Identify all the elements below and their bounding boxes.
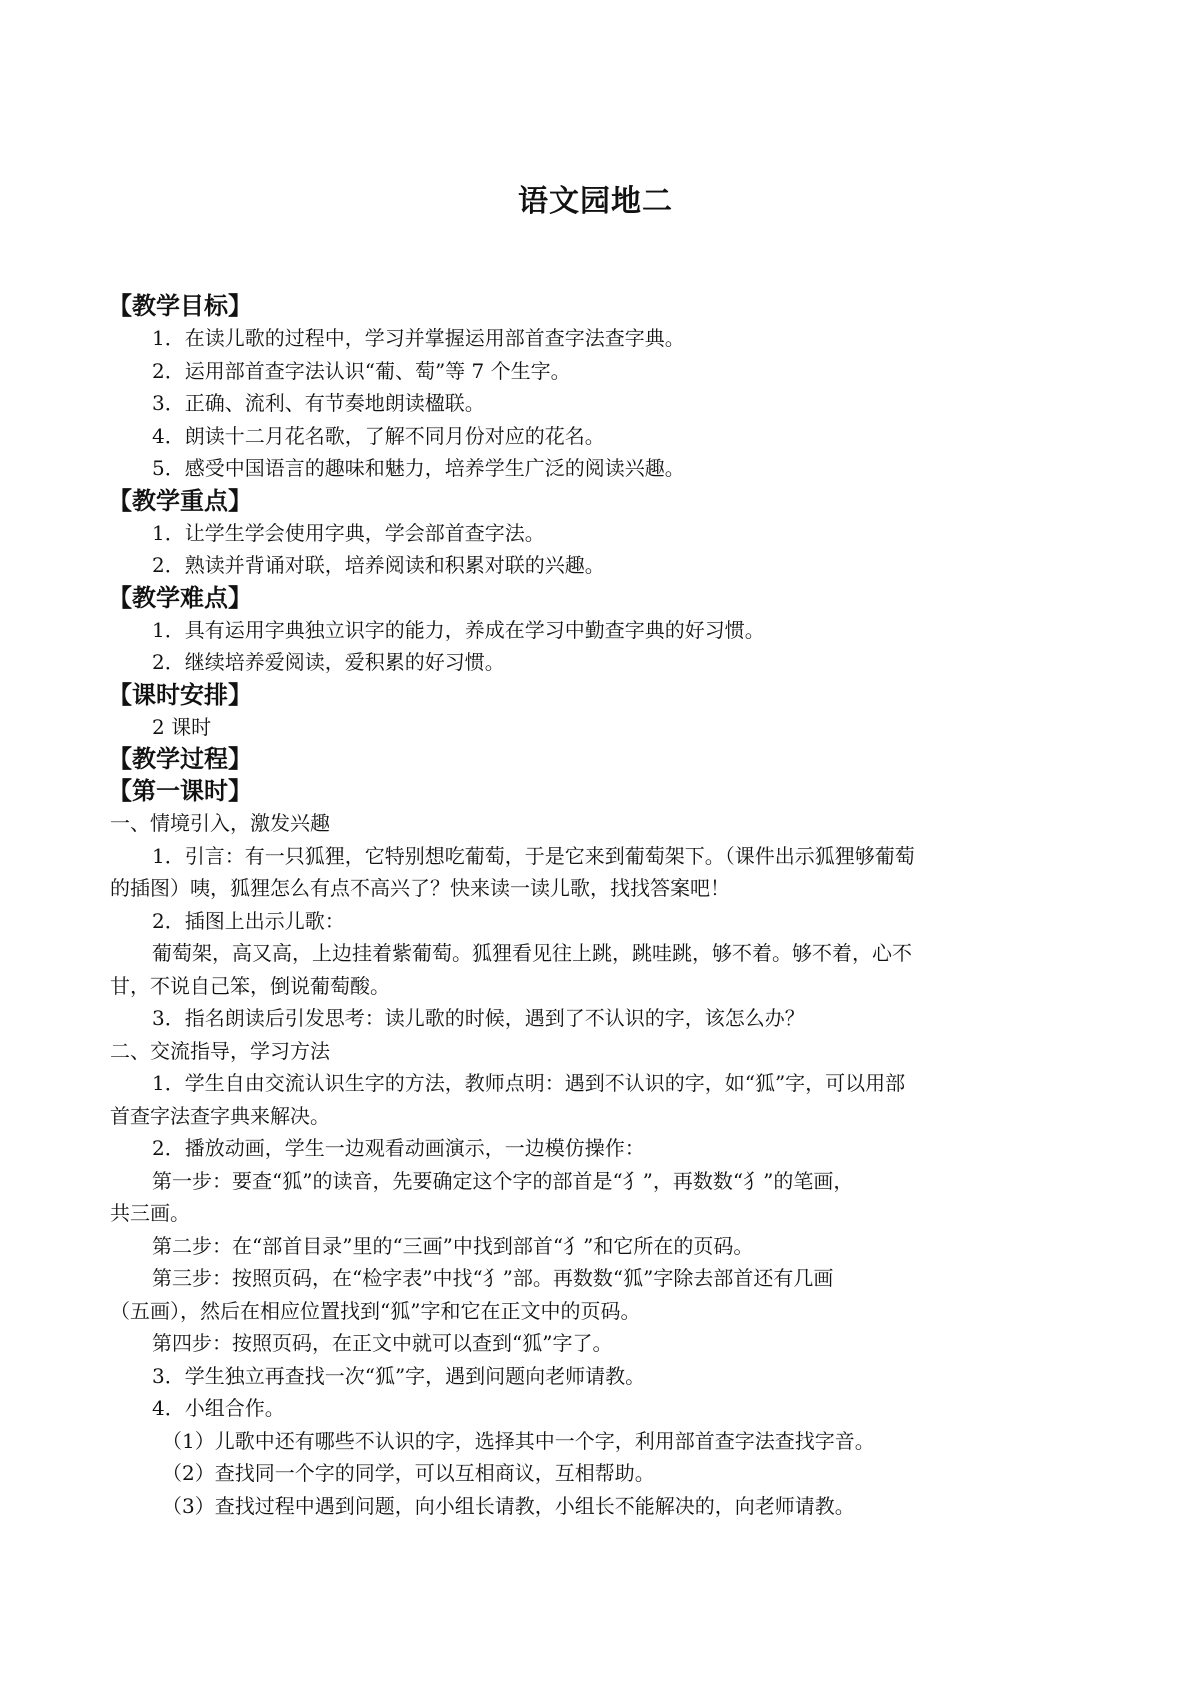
lesson-heading: 【第一课时】 (108, 777, 252, 805)
key-points-heading: 【教学重点】 (108, 486, 252, 515)
objective-item: 3．正确、流利、有节奏地朗读楹联。 (152, 391, 485, 415)
step-line: 第一步：要查“狐”的读音，先要确定这个字的部首是“犭”，再数数“犭”的笔画， (152, 1168, 854, 1193)
objectives-heading: 【教学目标】 (108, 292, 252, 320)
difficulties-heading: 【教学难点】 (108, 583, 252, 612)
page-title: 语文园地二 (518, 184, 673, 219)
section-title: 二、交流指导，学习方法 (110, 1038, 330, 1063)
objective-item: 2．运用部首查字法认识“葡、萄”等 7 个生字。 (152, 358, 571, 383)
sub-item: （2）查找同一个字的同学，可以互相商议，互相帮助。 (162, 1461, 655, 1485)
difficulty-item: 1．具有运用字典独立识字的能力，养成在学习中勤查字典的好习惯。 (152, 617, 765, 642)
paragraph-line: 1．学生自由交流认识生字的方法，教师点明：遇到不认识的字，如“狐”字，可以用部 (152, 1071, 906, 1095)
paragraph-line: 1．引言：有一只狐狸，它特别想吃葡萄，于是它来到葡萄架下。（课件出示狐狸够葡萄 (152, 843, 915, 868)
key-point-item: 1．让学生学会使用字典，学会部首查字法。 (152, 520, 545, 545)
paragraph-line: 3．学生独立再查找一次“狐”字，遇到问题向老师请教。 (152, 1363, 646, 1388)
objective-item: 4．朗读十二月花名歌，了解不同月份对应的花名。 (152, 423, 605, 448)
schedule-value: 2 课时 (152, 714, 212, 739)
poem-line: 葡萄架，高又高，上边挂着紫葡萄。狐狸看见往上跳，跳哇跳，够不着。够不着，心不 (152, 941, 912, 965)
step-line: 共三画。 (110, 1201, 190, 1225)
objective-item: 5．感受中国语言的趣味和魅力，培养学生广泛的阅读兴趣。 (152, 456, 685, 480)
key-point-item: 2．熟读并背诵对联，培养阅读和积累对联的兴趣。 (152, 553, 605, 577)
process-heading: 【教学过程】 (108, 745, 252, 773)
paragraph-line: 3．指名朗读后引发思考：读儿歌的时候，遇到了不认识的字，该怎么办？ (152, 1006, 805, 1030)
schedule-heading: 【课时安排】 (108, 680, 252, 709)
step-line: 第四步：按照页码，在正文中就可以查到“狐”字了。 (152, 1331, 613, 1355)
sub-item: （1）儿歌中还有哪些不认识的字，选择其中一个字，利用部首查字法查找字音。 (162, 1428, 875, 1453)
paragraph-line: 2．播放动画，学生一边观看动画演示，一边模仿操作： (152, 1136, 645, 1160)
difficulty-item: 2．继续培养爱阅读，爱积累的好习惯。 (152, 650, 505, 674)
document-body (110, 290, 1090, 1522)
objective-item: 1．在读儿歌的过程中，学习并掌握运用部首查字法查字典。 (152, 326, 685, 350)
section-title: 一、情境引入，激发兴趣 (110, 811, 330, 835)
sub-item: （3）查找过程中遇到问题，向小组长请教，小组长不能解决的，向老师请教。 (162, 1493, 855, 1518)
paragraph-line: 首查字法查字典来解决。 (110, 1103, 330, 1128)
step-line: 第三步：按照页码，在“检字表”中找“犭”部。再数数“狐”字除去部首还有几画 (152, 1266, 834, 1290)
step-line: 第二步：在“部首目录”里的“三画”中找到部首“犭”和它所在的页码。 (152, 1233, 754, 1258)
paragraph-line: 4．小组合作。 (152, 1396, 285, 1420)
poem-line: 甘，不说自己笨，倒说葡萄酸。 (110, 973, 390, 998)
paragraph-line: 2．插图上出示儿歌： (152, 908, 345, 933)
paragraph-line: 的插图）咦，狐狸怎么有点不高兴了？快来读一读儿歌，找找答案吧！ (110, 876, 730, 900)
step-line: （五画），然后在相应位置找到“狐”字和它在正文中的页码。 (110, 1298, 641, 1323)
